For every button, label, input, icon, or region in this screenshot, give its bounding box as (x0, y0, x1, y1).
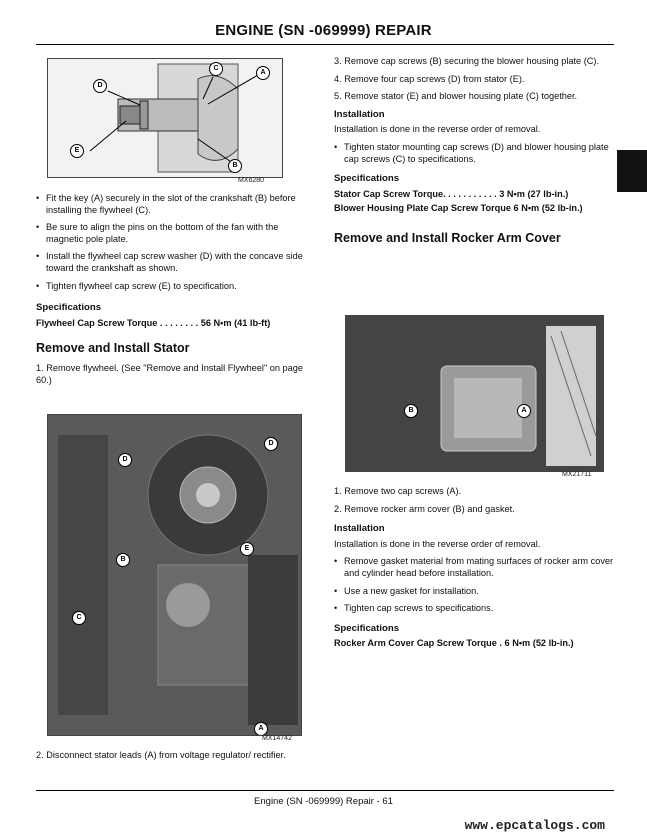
installation-text: Installation is done in the reverse order of removal. (334, 124, 541, 135)
callout-d-left: D (118, 453, 132, 467)
callout-e: E (240, 542, 254, 556)
section-title-stator: Remove and Install Stator (36, 341, 190, 356)
footer-rule (36, 790, 614, 791)
stator-illustration (48, 415, 301, 735)
step-text: 5. Remove stator (E) and blower housing plate (C) together. (334, 91, 578, 102)
spec-line: Rocker Arm Cover Cap Screw Torque . 6 N•m (52 lb-in.) (334, 638, 574, 649)
flywheel-figure (47, 58, 283, 178)
bullet-item: • Tighten stator mounting cap screws (D) and blower housing plate cap screws (C) to specifications. (334, 141, 609, 164)
figure-code: MX21711 (562, 471, 592, 478)
step-text: 3. Remove cap screws (B) securing the blower housing plate (C). (334, 56, 600, 66)
step-text: 1. Remove two cap screws (A). (334, 486, 462, 496)
rocker-cover-photo (345, 315, 604, 472)
bullet-item: • Remove gasket material from mating surfaces of rocker arm cover and cylinder head before installation. (334, 556, 614, 578)
bullet-item: • Use a new gasket for installation. (334, 585, 479, 596)
spec-line: Stator Cap Screw Torque. . . . . . . . . . . 3 N•m (27 lb-in.) (334, 188, 569, 199)
spec-line: Flywheel Cap Screw Torque . . . . . . . . 56 N•m (41 lb-ft) (36, 317, 271, 328)
header-rule (36, 44, 614, 45)
spec-heading: Specifications (334, 173, 400, 185)
bullet-item: • Tighten flywheel cap screw (E) to specification. (36, 280, 237, 291)
step-text: 4. Remove four cap screws (D) from stator (E). (334, 73, 525, 84)
callout-d: D (93, 79, 107, 93)
callout-c: C (209, 62, 223, 76)
callout-b: B (116, 553, 130, 567)
right-text-block-2 (334, 486, 614, 650)
callout-b: B (404, 404, 418, 418)
flywheel-illustration (48, 59, 282, 177)
callout-d-right: D (264, 437, 278, 451)
step-text: 2. Remove rocker arm cover (B) and gasket. (334, 503, 515, 514)
figure-code: MX14742 (262, 735, 292, 742)
step-text: 2. Disconnect stator leads (A) from voltage regulator/ rectifier. (36, 750, 286, 760)
bullet-item: • Fit the key (A) securely in the slot of the crankshaft (B) before installing the flywheel (C). (36, 193, 296, 215)
installation-heading: Installation (334, 523, 385, 535)
callout-c: C (72, 611, 86, 625)
callout-a: A (256, 66, 270, 80)
installation-heading: Installation (334, 108, 385, 120)
callout-a: A (254, 722, 268, 736)
figure-code: MX6280 (238, 177, 265, 184)
left-text-block-1 (36, 193, 308, 392)
page-title: ENGINE (SN -069999) REPAIR (215, 22, 432, 39)
bullet-item: • Be sure to align the pins on the bottom of the fan with the magnetic pole plate. (36, 222, 279, 244)
spec-heading: Specifications (334, 622, 400, 634)
watermark: www.epcatalogs.com (464, 818, 605, 833)
page-footer: Engine (SN -069999) Repair - 61 (254, 796, 393, 807)
bullet-item: • Install the flywheel cap screw washer (D) with the concave side toward the crankshaft as shown. (36, 251, 303, 273)
bullet-item: • Tighten cap screws to specifications. (334, 603, 494, 614)
callout-a: A (517, 404, 531, 418)
section-title-rocker: Remove and Install Rocker Arm Cover (334, 230, 561, 245)
right-text-block-1 (334, 56, 614, 253)
rocker-illustration (346, 316, 603, 471)
callout-e: E (70, 144, 84, 158)
stator-photo (47, 414, 302, 736)
installation-text: Installation is done in the reverse order of removal. (334, 538, 541, 549)
spec-line: Blower Housing Plate Cap Screw Torque 6 N•m (52 lb-in.) (334, 203, 583, 214)
spec-heading: Specifications (36, 302, 102, 314)
step-text: 1. Remove flywheel. (See "Remove and Install Flywheel" on page 60.) (36, 362, 303, 385)
callout-b: B (228, 159, 242, 173)
section-tab-marker (617, 150, 647, 192)
left-text-block-2 (36, 750, 308, 768)
